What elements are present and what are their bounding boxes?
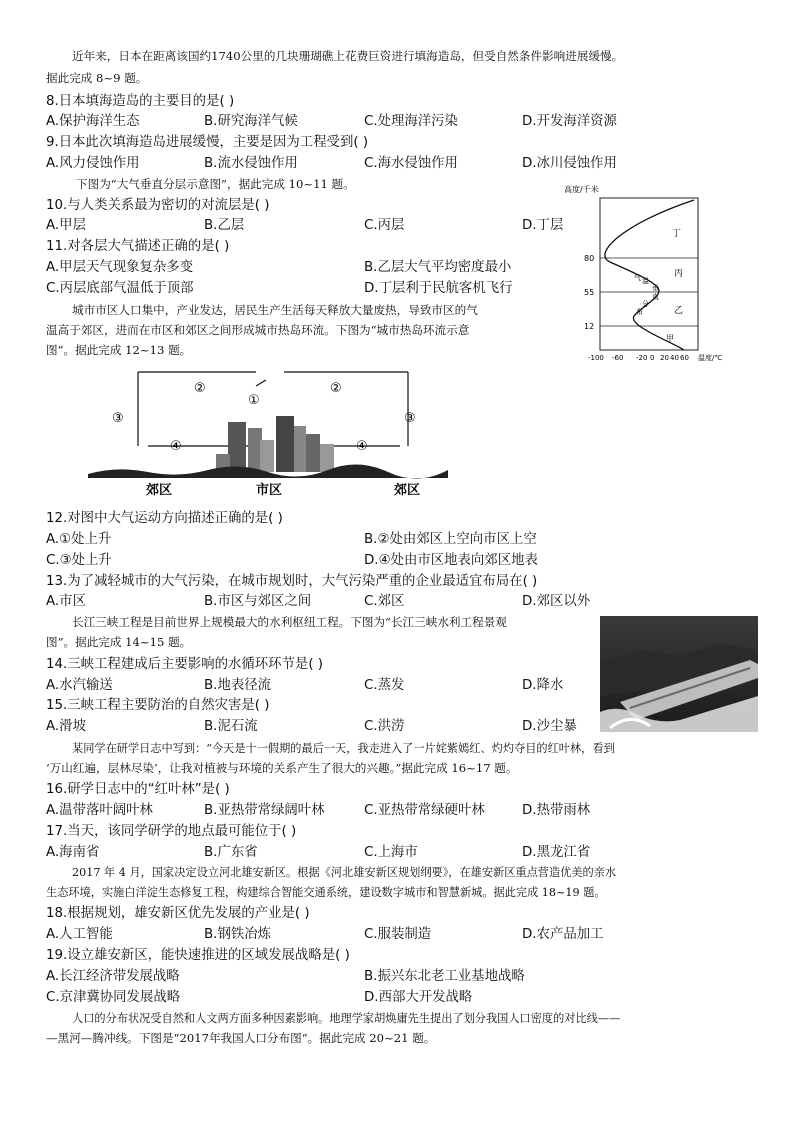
- heat-island-diagram: [88, 366, 448, 498]
- city-buildings: [216, 416, 334, 472]
- curve-char-5: 分: [642, 300, 649, 308]
- label-city: 市区: [256, 483, 283, 498]
- q18-option-d[interactable]: D.农产品加工: [522, 927, 604, 942]
- curve-char-2: 温: [642, 277, 649, 285]
- intro-12-13-line3: 图”。据此完成 12~13 题。: [46, 343, 192, 357]
- q13-option-a[interactable]: A.市区: [46, 594, 86, 609]
- q9-option-d[interactable]: D.冰川侵蚀作用: [522, 156, 617, 171]
- q9-option-a[interactable]: A.风力侵蚀作用: [46, 156, 140, 171]
- question-16-stem: 16.研学日志中的“红叶林”是( ): [46, 782, 230, 797]
- question-12-stem: 12.对图中大气运动方向描述正确的是( ): [46, 511, 283, 526]
- q11-option-c[interactable]: C.丙层底部气温低于顶部: [46, 281, 194, 296]
- ytick-55: 55: [584, 288, 595, 297]
- q19-option-b[interactable]: B.振兴东北老工业基地战略: [364, 969, 525, 984]
- q18-option-b[interactable]: B.钢铁冶炼: [204, 927, 272, 942]
- question-8-stem: 8.日本填海造岛的主要目的是( ): [46, 94, 235, 109]
- marker-2-right: ②: [330, 381, 342, 396]
- q12-option-c[interactable]: C.③处上升: [46, 553, 112, 568]
- q14-option-a[interactable]: A.水汽输送: [46, 678, 113, 693]
- curve-char-3: 垂: [652, 284, 659, 292]
- q15-option-d[interactable]: D.沙尘暴: [522, 719, 577, 734]
- q8-option-b[interactable]: B.研究海洋气候: [204, 114, 298, 129]
- q15-option-c[interactable]: C.洪涝: [364, 719, 405, 734]
- q10-option-a[interactable]: A.甲层: [46, 218, 86, 233]
- intro-16-17-line1: 某同学在研学日志中写到：“今天是十一假期的最后一天，我走进入了一片姹紫嫣红、灼灼夺目的红叶林，看到: [72, 742, 615, 755]
- intro-20-21-line1: 人口的分布状况受自然和人文两方面多种因素影响。地理学家胡焕庸先生提出了划分我国人口密度的对比线——: [72, 1012, 621, 1025]
- intro-20-21-line2: —黑河—腾冲线。下图是“2017年我国人口分布图“。据此完成 20~21 题。: [46, 1031, 436, 1045]
- q17-option-d[interactable]: D.黑龙江省: [522, 845, 591, 860]
- q8-option-d[interactable]: D.开发海洋资源: [522, 114, 617, 129]
- atmosphere-layer-chart: [562, 184, 723, 364]
- question-14-stem: 14.三峡工程建成后主要影响的水循环环节是( ): [46, 657, 324, 672]
- q19-option-c[interactable]: C.京津冀协同发展战略: [46, 990, 181, 1005]
- curve-char-6: 布: [636, 308, 643, 316]
- chart-frame: [600, 198, 698, 350]
- q15-option-a[interactable]: A.滑坡: [46, 719, 86, 734]
- ytick-12: 12: [584, 322, 595, 331]
- q16-option-c[interactable]: C.亚热带常绿硬叶林: [364, 803, 485, 818]
- q13-option-b[interactable]: B.市区与郊区之间: [204, 594, 312, 609]
- xtick-neg100: -100: [588, 354, 604, 362]
- q14-option-b[interactable]: B.地表径流: [204, 678, 272, 693]
- intro-18-19-line2: 生态环境，实施白洋淀生态修复工程，构建综合智能交通系统，建设数字城市和智慧新城。据此完成 18~19 题。: [46, 886, 606, 899]
- q13-option-d[interactable]: D.郊区以外: [522, 594, 591, 609]
- q19-option-a[interactable]: A.长江经济带发展战略: [46, 969, 180, 984]
- marker-2-left: ②: [194, 381, 206, 396]
- question-17-stem: 17.当天，该同学研学的地点最可能位于( ): [46, 824, 297, 839]
- intro-14-15-line2: 图”。据此完成 14~15 题。: [46, 635, 192, 649]
- q9-option-b[interactable]: B.流水侵蚀作用: [204, 156, 298, 171]
- q8-option-c[interactable]: C.处理海洋污染: [364, 114, 458, 129]
- q15-option-b[interactable]: B.泥石流: [204, 719, 258, 734]
- q14-option-c[interactable]: C.蒸发: [364, 678, 405, 693]
- layer-label-ding: 丁: [672, 229, 682, 239]
- marker-4-right: ④: [356, 439, 368, 454]
- layer-label-yi: 乙: [674, 306, 684, 316]
- intro-8-9-line2: 据此完成 8~9 题。: [46, 71, 148, 85]
- q14-option-d[interactable]: D.降水: [522, 678, 564, 693]
- q16-option-d[interactable]: D.热带雨林: [522, 803, 591, 818]
- marker-3-right: ③: [404, 411, 416, 426]
- q12-option-d[interactable]: D.④处由市区地表向郊区地表: [364, 553, 538, 568]
- question-11-stem: 11.对各层大气描述正确的是( ): [46, 239, 230, 254]
- intro-12-13-line2: 温高于郊区，进而在市区和郊区之间形成城市热岛环流。下图为“城市热岛环流示意: [46, 323, 470, 337]
- q10-option-d[interactable]: D.丁层: [522, 218, 564, 233]
- marker-4-left: ④: [170, 439, 182, 454]
- label-suburb-left: 郊区: [146, 483, 173, 498]
- q11-option-a[interactable]: A.甲层天气现象复杂多变: [46, 260, 194, 275]
- intro-18-19-line1: 2017 年 4 月，国家决定设立河北雄安新区。根据《河北雄安新区规划纲要》，在雄安新区重点营造优美的亲水: [72, 866, 617, 879]
- q18-option-a[interactable]: A.人工智能: [46, 927, 113, 942]
- question-10-stem: 10.与人类关系最为密切的对流层是( ): [46, 198, 270, 213]
- intro-16-17-line2: ‘万山红遍，层林尽染’，让我对植被与环境的关系产生了很大的兴趣。”据此完成 16~17 题。: [46, 761, 518, 775]
- chart-xlabel: 温度/℃: [698, 354, 723, 362]
- ytick-80: 80: [584, 254, 595, 263]
- q18-option-c[interactable]: C.服装制造: [364, 927, 432, 942]
- q11-option-d[interactable]: D.丁层利于民航客机飞行: [364, 281, 513, 296]
- q13-option-c[interactable]: C.郊区: [364, 594, 405, 609]
- q17-option-c[interactable]: C.上海市: [364, 845, 418, 860]
- q16-option-a[interactable]: A.温带落叶阔叶林: [46, 803, 153, 818]
- question-18-stem: 18.根据规划，雄安新区优先发展的产业是( ): [46, 906, 310, 921]
- xtick-20: 20: [660, 354, 669, 362]
- question-13-stem: 13.为了减轻城市的大气污染，在城市规划时，大气污染严重的企业最适宜布局在( ): [46, 574, 538, 589]
- q8-option-a[interactable]: A.保护海洋生态: [46, 114, 140, 129]
- question-19-stem: 19.设立雄安新区，能快速推进的区域发展战略是( ): [46, 948, 350, 963]
- intro-12-13-line1: 城市市区人口集中，产业发达，居民生产生活每天释放大量废热，导致市区的气: [72, 303, 478, 317]
- q12-option-a[interactable]: A.①处上升: [46, 532, 112, 547]
- chart-ylabel: 高度/千米: [564, 185, 599, 194]
- xtick-0: 0: [650, 354, 655, 362]
- xtick-40: 40: [670, 354, 679, 362]
- intro-10-11: 下图为“大气垂直分层示意图”，据此完成 10~11 题。: [76, 177, 355, 191]
- q12-option-b[interactable]: B.②处由郊区上空向市区上空: [364, 532, 537, 547]
- xtick-60: 60: [680, 354, 689, 362]
- q10-option-c[interactable]: C.丙层: [364, 218, 405, 233]
- question-9-stem: 9.日本此次填海造岛进展缓慢，主要是因为工程受到( ): [46, 135, 369, 150]
- q19-option-d[interactable]: D.西部大开发战略: [364, 990, 473, 1005]
- marker-3-left: ③: [112, 411, 124, 426]
- q9-option-c[interactable]: C.海水侵蚀作用: [364, 156, 458, 171]
- xtick-neg20: -20: [636, 354, 648, 362]
- q16-option-b[interactable]: B.亚热带常绿阔叶林: [204, 803, 325, 818]
- layer-label-jia: 甲: [666, 334, 674, 343]
- question-15-stem: 15.三峡工程主要防治的自然灾害是( ): [46, 698, 270, 713]
- curve-char-4: 直: [652, 293, 659, 301]
- three-gorges-dam-photo: [600, 616, 758, 732]
- layer-label-bing: 丙: [674, 269, 684, 279]
- marker-1: ①: [248, 393, 260, 408]
- intro-8-9-line1: 近年来，日本在距离该国约1740公里的几块珊瑚礁上花费巨资进行填海造岛，但受自然条件影响进展缓慢。: [72, 49, 624, 63]
- label-suburb-right: 郊区: [394, 483, 421, 498]
- q17-option-a[interactable]: A.海南省: [46, 845, 100, 860]
- q10-option-b[interactable]: B.乙层: [204, 218, 245, 233]
- arrow-1: [256, 380, 266, 386]
- xtick-neg60: -60: [612, 354, 624, 362]
- intro-14-15-line1: 长江三峡工程是目前世界上规模最大的水利枢纽工程。下图为“长江三峡水利工程景观: [72, 615, 507, 629]
- q11-option-b[interactable]: B.乙层大气平均密度最小: [364, 260, 512, 275]
- q17-option-b[interactable]: B.广东省: [204, 845, 258, 860]
- curve-char-1: 气: [634, 274, 641, 282]
